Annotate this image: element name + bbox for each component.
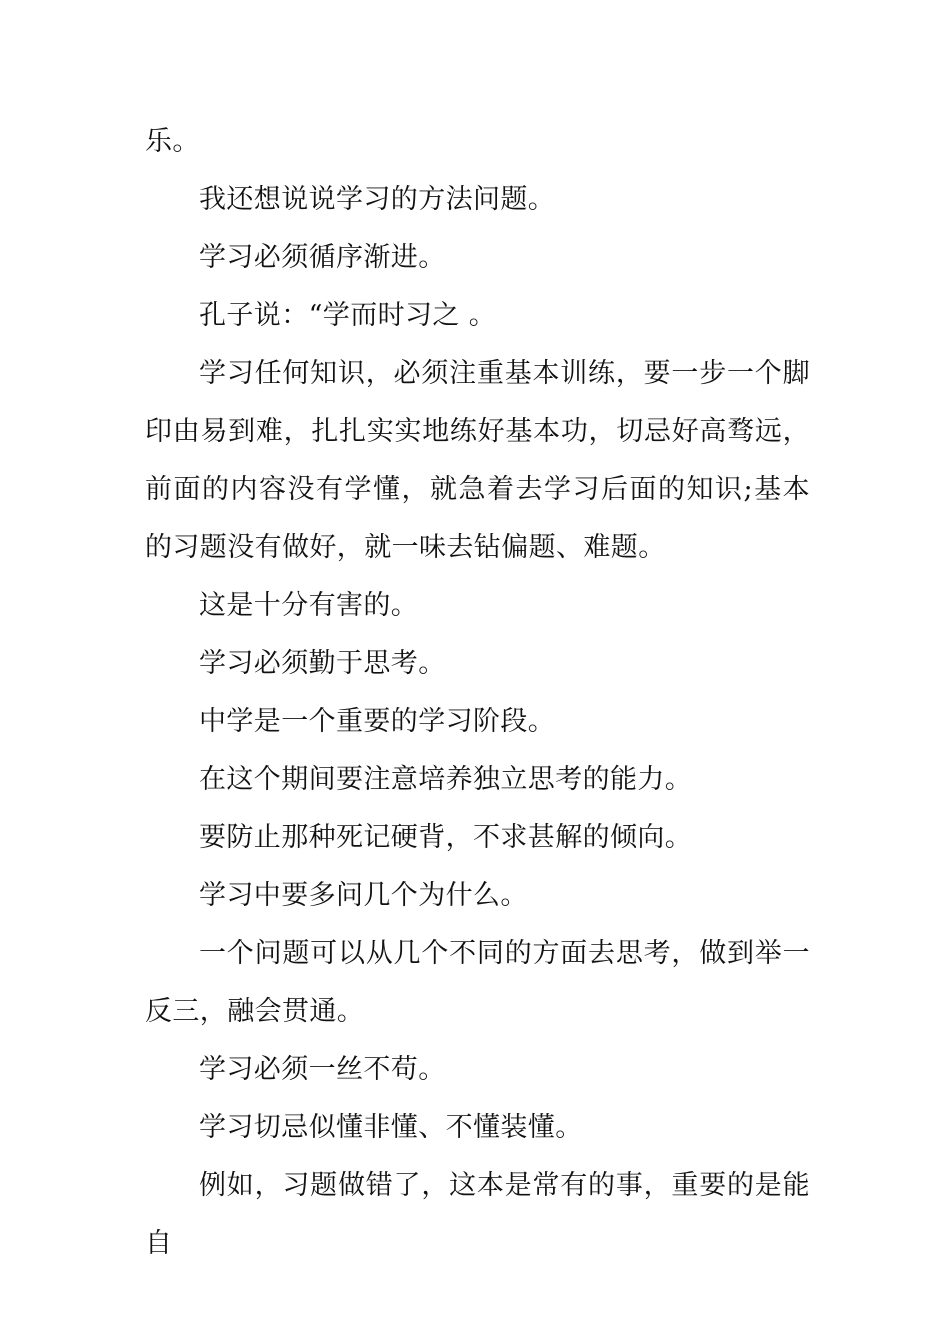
paragraph: 学习必须勤于思考。: [199, 648, 446, 679]
paragraph: 我还想说说学习的方法问题。: [199, 184, 556, 215]
document-body: [145, 113, 810, 1273]
paragraph: 学习必须循序渐进。: [199, 242, 446, 273]
paragraph: 在这个期间要注意培养独立思考的能力。: [199, 764, 693, 795]
paragraph: 孔子说：“学而时习之 。: [199, 300, 497, 331]
paragraph: 学习中要多问几个为什么。: [199, 880, 528, 911]
paragraph: 要防止那种死记硬背，不求甚解的倾向。: [199, 822, 693, 853]
paragraph: 一个问题可以从几个不同的方面去思考，做到举一反三，融会贯通。: [145, 938, 810, 1027]
paragraph: 例如，习题做错了，这本是常有的事，重要的是能自: [145, 1170, 810, 1259]
paragraph: 中学是一个重要的学习阶段。: [199, 706, 556, 737]
paragraph: 学习必须一丝不苟。: [199, 1054, 446, 1085]
paragraph: 学习任何知识，必须注重基本训练，要一步一个脚印由易到难，扎扎实实地练好基本功，切忌好高骛远，前面的内容没有学懂，就急着去学习后面的知识;基本的习题没有做好，就一味去钻偏题、难题。: [145, 358, 810, 563]
paragraph: 学习切忌似懂非懂、不懂装懂。: [199, 1112, 583, 1143]
paragraph: 这是十分有害的。: [199, 590, 419, 621]
paragraph-continuation: 乐。: [145, 126, 200, 157]
